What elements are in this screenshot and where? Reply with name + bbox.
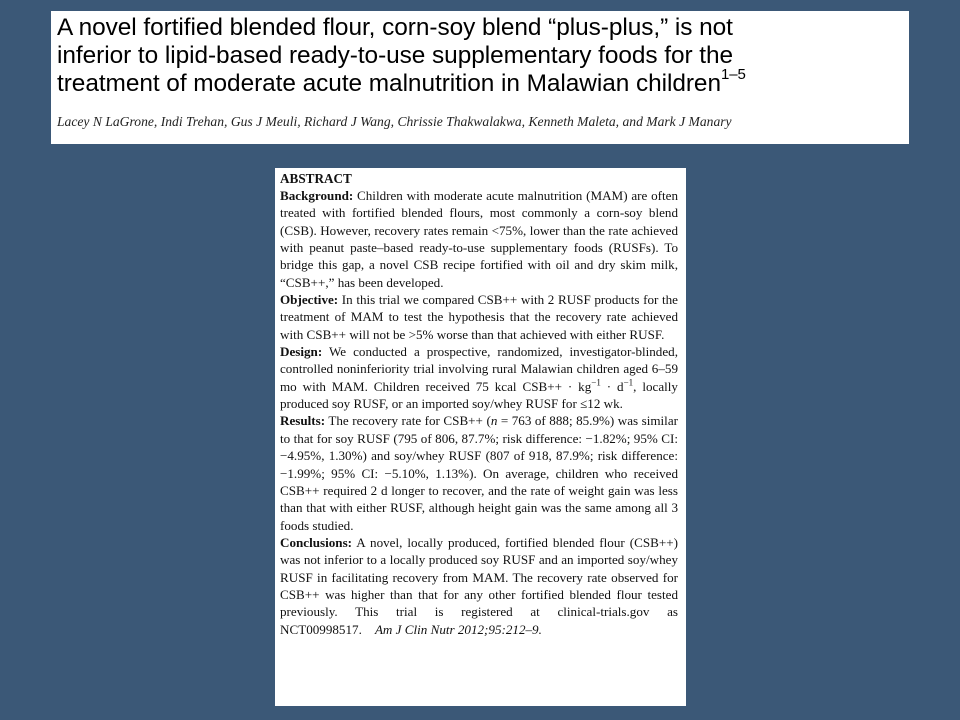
background-text: Children with moderate acute malnutrition (MAM) are often treated with fortified blended flours, most commonly a corn-soy blend (CSB). However, recovery rates remain <75%, lower than the rate achieved with peanut paste–based ready-to-use supplementary foods (RUSFs). To bridge this gap, a novel CSB recipe fortified with oil and dry skim milk, “CSB++,” has been developed. <box>280 188 678 290</box>
author-list: Lacey N LaGrone, Indi Trehan, Gus J Meuli, Richard J Wang, Chrissie Thakwalakwa, Kenneth Maleta, and Mark J Manary <box>57 114 732 129</box>
design-text-c: , locally produced soy RUSF, or an imported soy/whey RUSF for ≤12 wk. <box>280 378 678 412</box>
background-label: Background: <box>280 188 354 203</box>
abstract-panel <box>275 168 686 706</box>
title-footnote-ref: 1–5 <box>720 65 746 83</box>
journal-citation: Am J Clin Nutr 2012;95:212–9. <box>374 621 542 637</box>
design-superscript-1: −1 <box>591 377 601 388</box>
abstract-heading: ABSTRACT <box>280 171 352 186</box>
design-label: Design: <box>280 344 323 360</box>
results-text-b: = 763 of 888; 85.9%) was similar to that for soy RUSF (795 of 806, 87.7%; risk difference: −1.82%; 95% CI: −4.95%, 1.30%) and soy/whey RUSF (807 of 918, 87.9%; risk difference: −1.99%; 95% CI: −5.10%, 1.13%). On average, children who received CSB++ required 2 d longer to recover, and the rate of weight gain was less than that with either RUSF, although height gain was the same among all 3 foods studied. <box>280 413 678 533</box>
results-n-symbol: n <box>490 413 498 429</box>
title-panel <box>51 11 909 144</box>
design-text-a: We conducted a prospective, randomized, investigator-blinded, controlled noninferiority trial involving rural Malawian children aged 6–59 mo with MAM. Children received 75 kcal CSB++ · kg <box>280 344 678 394</box>
design-section <box>280 343 678 412</box>
objective-section <box>280 291 678 343</box>
conclusions-text: A novel, locally produced, fortified blended flour (CSB++) was not inferior to a locally produced soy RUSF and an imported soy/whey RUSF in facilitating recovery from MAM. The recovery rate observed for CSB++ was higher than that for any other fortified blended flour tested previously. This trial is registered at clinical-trials.gov as NCT00998517. <box>280 534 678 637</box>
results-text-a: The recovery rate for CSB++ ( <box>325 413 491 429</box>
objective-label: Objective: <box>280 292 339 308</box>
results-label: Results: <box>280 413 326 429</box>
objective-text: In this trial we compared CSB++ with 2 RUSF products for the treatment of MAM to test the hypothesis that the recovery rate achieved with CSB++ will not be >5% worse than that achieved with either RUSF. <box>280 292 678 342</box>
conclusions-section <box>280 534 678 638</box>
results-section <box>280 412 678 533</box>
paper-title-line-3 <box>57 65 909 98</box>
paper-title-line-3-text: treatment of moderate acute malnutrition in Malawian children <box>57 70 721 97</box>
paper-title-line-2: inferior to lipid-based ready-to-use supplementary foods for the <box>57 42 734 69</box>
design-superscript-2: −1 <box>623 377 634 388</box>
paper-title-line-1: A novel fortified blended flour, corn-soy blend “plus-plus,” is not <box>57 14 733 41</box>
conclusions-label: Conclusions: <box>280 534 353 550</box>
paper-title <box>57 14 909 98</box>
design-text-b: · d <box>600 378 624 394</box>
background-section <box>280 187 678 291</box>
